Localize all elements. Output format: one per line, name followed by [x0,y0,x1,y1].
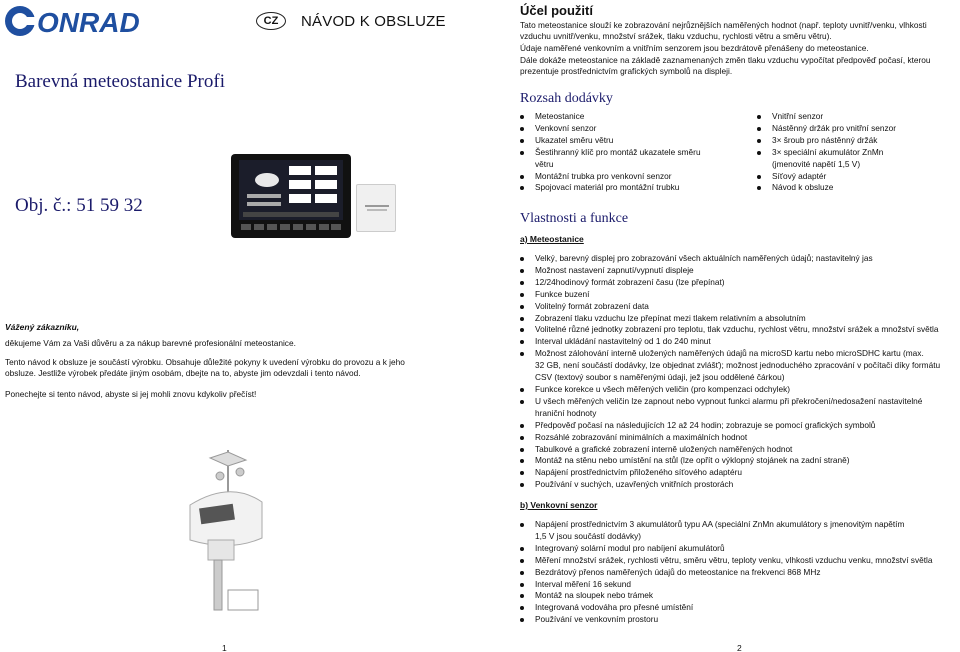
greeting: Vážený zákazníku, [5,322,80,332]
list-item: Možnost nastavení zapnutí/vypnutí displeje [520,265,960,277]
conrad-logo [4,4,139,38]
list-item: 3× speciální akumulátor ZnMn [757,147,957,159]
list-item: Integrovaná vodováha pro přesné umístění [520,602,960,614]
delivery-list-left [520,111,750,194]
features-heading: Vlastnosti a funkce [520,211,629,226]
list-item: Spojovací materiál pro montážní trubku [520,182,750,194]
delivery-list-right [757,111,957,194]
subheading-outdoor-sensor: b) Venkovní senzor [520,500,598,510]
list-item: Používání ve venkovním prostoru [520,614,960,626]
page-number-right: 2 [737,643,742,652]
list-item: Interval ukládání nastavitelný od 1 do 240 minut [520,336,960,348]
list-item: Ukazatel směru větru [520,135,750,147]
purpose-heading: Účel použití [520,3,593,18]
list-item-continuation: 32 GB, není součástí dodávky, lze objednat zvlášť); možnost jednoduchého zpracování v počítači díky formátu [535,360,941,371]
list-item: Venkovní senzor [520,123,750,135]
list-item-continuation: CSV (textový soubor s naměřenými údaji, jež jsou oddělené čárkou) [535,372,785,383]
list-item: Volitelné různé jednotky zobrazení pro teplotu, tlak vzduchu, rychlost větru, množství srážek a množství světla [520,324,960,336]
language-badge: CZ [256,12,286,30]
list-item: Tabulkové a grafické zobrazení interně uložených naměřených hodnot [520,444,960,456]
intro-paragraph-2: Tento návod k obsluze je součástí výrobku. Obsahuje důležité pokyny k uvedení výrobku do provozu a k jeho obsluze. Jestliže výrobek předáte jiným osobám, dbejte na to, abyste jim odevzdali i tento návod. [5,357,405,379]
list-item: U všech měřených veličin lze zapnout nebo vypnout funkci alarmu při překročení/nedosažení nastavitelné [520,396,960,408]
subheading-weather-station: a) Meteostanice [520,234,584,244]
list-item: Možnost zálohování interně uložených naměřených údajů na microSD kartu nebo microSDHC kartu (max. [520,348,960,360]
list-item: Integrovaný solární modul pro nabíjení akumulátorů [520,543,960,555]
delivery-heading: Rozsah dodávky [520,91,613,106]
list-item-continuation: větru [535,158,554,169]
list-item-continuation: hraniční hodnoty [535,407,597,418]
list-item: Montáž na stěnu nebo umístění na stůl (lze opřít o výklopný stojánek na zadní straně) [520,455,960,467]
list-item: Předpověď počasí na následujících 12 až 24 hodin; zobrazuje se pomocí grafických symbolů [520,420,960,432]
order-number: Obj. č.: 51 59 32 [15,195,143,216]
list-item-continuation: 1,5 V jsou součástí dodávky) [535,530,642,541]
features-list-sensor [520,519,960,626]
list-item: Funkce korekce u všech měřených veličin (pro kompenzaci odchylek) [520,384,960,396]
list-item: Interval měření 16 sekund [520,579,960,591]
list-item: Velký, barevný displej pro zobrazování všech aktuálních naměřených údajů; nastavitelný jas [520,253,960,265]
outdoor-sensor-image [170,440,275,620]
list-item: Bezdrátový přenos naměřených údajů do meteostanice na frekvenci 868 MHz [520,567,960,579]
list-item: 12/24hodinový formát zobrazení času (lze přepínat) [520,277,960,289]
list-item: Montážní trubka pro venkovní senzor [520,171,750,183]
intro-paragraph-3: Ponechejte si tento návod, abyste si jej mohli znovu kdykoliv přečíst! [5,389,257,399]
list-item: Funkce buzení [520,289,960,301]
svg-text:ONRAD: ONRAD [37,7,139,38]
list-item: Napájení prostřednictvím 3 akumulátorů typu AA (speciální ZnMn akumulátory s jmenovitým napětím [520,519,960,531]
list-item: Meteostanice [520,111,750,123]
list-item: Měření množství srážek, rychlosti větru, směru větru, teploty venku, vlhkosti vzduchu venku, množství světla [520,555,960,567]
list-item: Nástěnný držák pro vnitřní senzor [757,123,957,135]
list-item: Šestihranný klíč pro montáž ukazatele směru [520,147,750,159]
weather-station-image [231,154,351,238]
list-item: Rozsáhlé zobrazování minimálních a maximálních hodnot [520,432,960,444]
purpose-paragraph-3: Dále dokáže meteostanice na základě zaznamenaných změn tlaku vzduchu vypočítat předpověď počasí, kterou prezentuje prostřednictvím grafických symbolů na displeji. [520,55,931,77]
indoor-sensor-image [356,184,396,232]
page-number-left: 1 [222,643,227,652]
document-title: NÁVOD K OBSLUZE [301,13,446,30]
features-list-station [520,253,960,491]
purpose-paragraph-1: Tato meteostanice slouží ke zobrazování nejrůznějších naměřených hodnot (např. teploty uvnitř/venku, vlhkosti vzduchu uvnitř/venku, množství srážek, tlaku vzduchu, rychlosti větru a směru větru). [520,20,927,42]
list-item: Montáž na sloupek nebo trámek [520,590,960,602]
list-item: Zobrazení tlaku vzduchu lze přepínat mezi tlakem relativním a absolutním [520,313,960,325]
list-item: Síťový adaptér [757,171,957,183]
list-item: Napájení prostřednictvím přiloženého síťového adaptéru [520,467,960,479]
list-item-continuation: (jmenovité napětí 1,5 V) [772,158,861,169]
list-item: 3× šroub pro nástěnný držák [757,135,957,147]
list-item: Volitelný formát zobrazení data [520,301,960,313]
intro-paragraph-1: děkujeme Vám za Vaši důvěru a za nákup barevné profesionální meteostanice. [5,338,296,348]
list-item: Používání v suchých, uzavřených vnitřních prostorách [520,479,960,491]
list-item: Návod k obsluze [757,182,957,194]
purpose-paragraph-2: Údaje naměřené venkovním a vnitřním senzorem jsou bezdrátově přenášeny do meteostanice. [520,43,869,53]
list-item: Vnitřní senzor [757,111,957,123]
product-title: Barevná meteostanice Profi [15,71,225,92]
